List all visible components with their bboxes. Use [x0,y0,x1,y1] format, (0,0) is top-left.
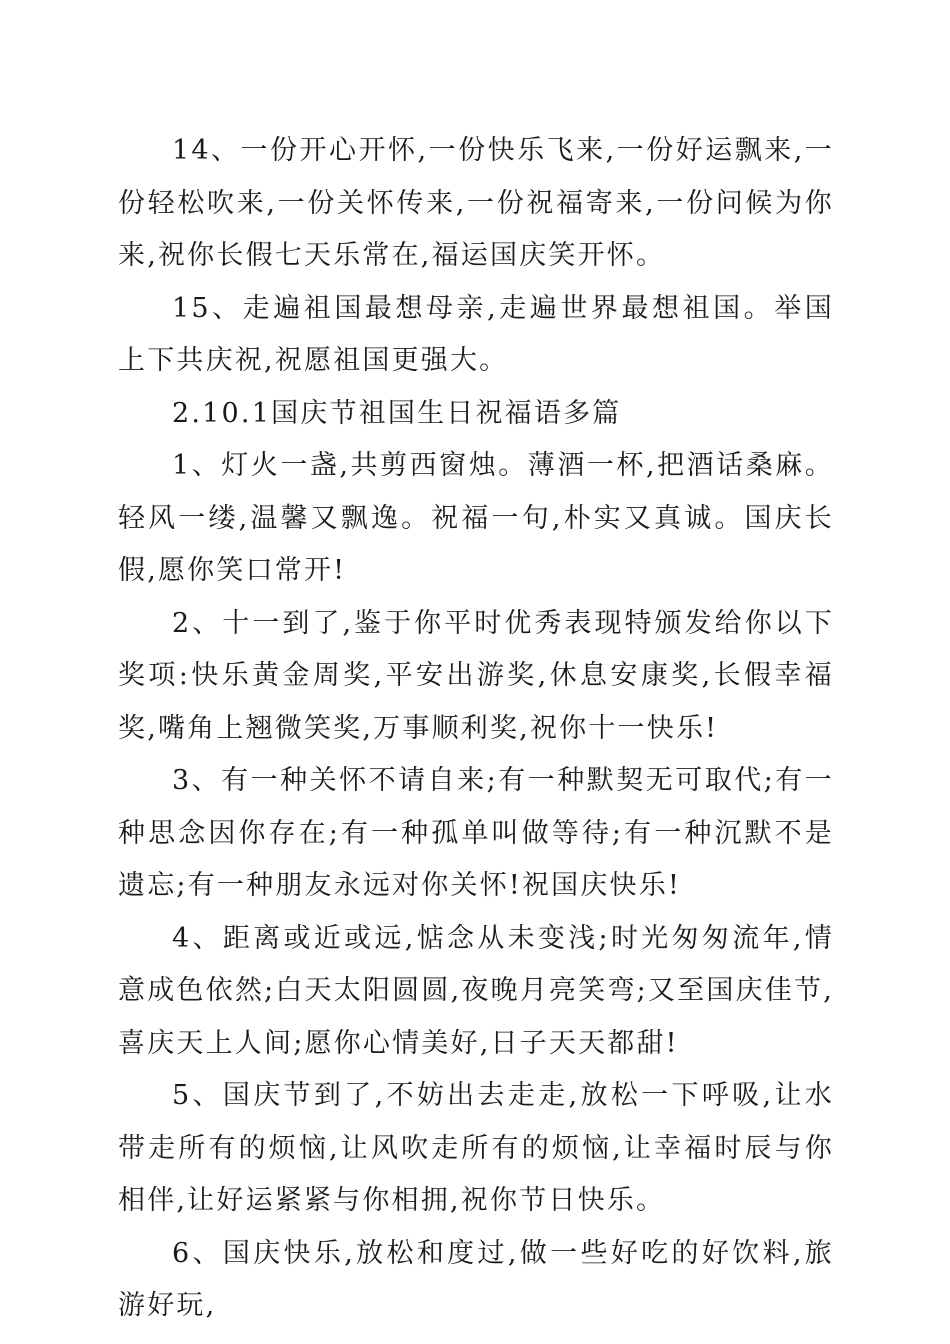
section-heading: 2.10.1国庆节祖国生日祝福语多篇 [172,397,622,429]
paragraph-15: 15、走遍祖国最想母亲,走遍世界最想祖国。举国上下共庆祝,祝愿祖国更强大。 [118,292,834,376]
paragraph-3: 3、有一种关怀不请自来;有一种默契无可取代;有一种思念因你存在;有一种孤单叫做等待;有一种沉默不是遗忘;有一种朋友永远对你关怀!祝国庆快乐! [118,765,834,901]
paragraph-14: 14、一份开心开怀,一份快乐飞来,一份好运飘来,一份轻松吹来,一份关怀传来,一份祝福寄来,一份问候为你来,祝你长假七天乐常在,福运国庆笑开怀。 [118,135,834,271]
paragraph-6: 6、国庆快乐,放松和度过,做一些好吃的好饮料,旅游好玩, [118,1237,834,1321]
paragraph-1: 1、灯火一盏,共剪西窗烛。薄酒一杯,把酒话桑麻。轻风一缕,温馨又飘逸。祝福一句,朴实又真诚。国庆长假,愿你笑口常开! [118,450,834,586]
paragraph-4: 4、距离或近或远,惦念从未变浅;时光匆匆流年,情意成色依然;白天太阳圆圆,夜晚月亮笑弯;又至国庆佳节,喜庆天上人间;愿你心情美好,日子天天都甜! [118,922,834,1059]
document-body [118,125,834,1333]
paragraph-2: 2、十一到了,鉴于你平时优秀表现特颁发给你以下奖项:快乐黄金周奖,平安出游奖,休息安康奖,长假幸福奖,嘴角上翘微笑奖,万事顺利奖,祝你十一快乐! [118,607,834,744]
paragraph-5: 5、国庆节到了,不妨出去走走,放松一下呼吸,让水带走所有的烦恼,让风吹走所有的烦恼,让幸福时辰与你相伴,让好运紧紧与你相拥,祝你节日快乐。 [118,1080,834,1216]
